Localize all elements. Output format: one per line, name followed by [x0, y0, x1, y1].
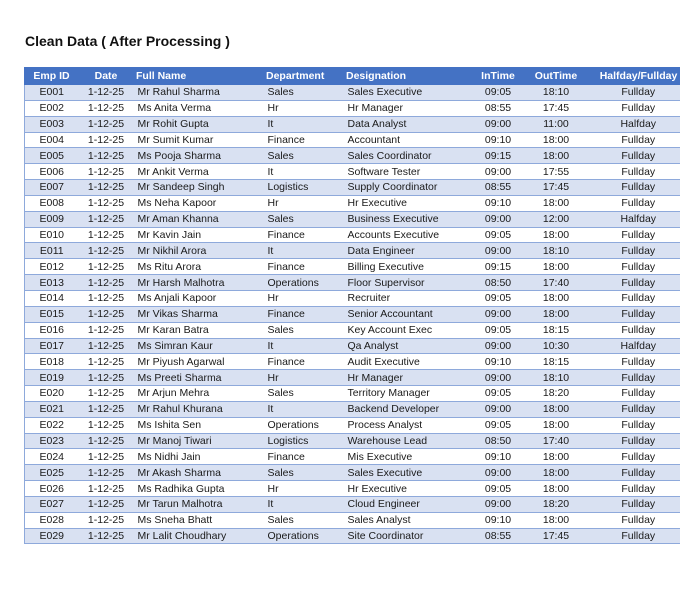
column-header-halfday-fullday: Halfday/Fullday	[588, 68, 680, 85]
cell-outtime: 17:55	[525, 164, 588, 180]
cell-full-name: Mr Rahul Khurana	[134, 401, 264, 417]
cell-designation: Hr Executive	[344, 481, 472, 497]
cell-outtime: 12:00	[525, 211, 588, 227]
cell-outtime: 10:30	[525, 338, 588, 354]
cell-intime: 09:05	[472, 417, 525, 433]
cell-designation: Territory Manager	[344, 386, 472, 402]
cell-halfday-fullday: Halfday	[588, 211, 680, 227]
cell-halfday-fullday: Fullday	[588, 306, 680, 322]
cell-full-name: Mr Kavin Jain	[134, 227, 264, 243]
cell-department: Finance	[264, 132, 344, 148]
cell-designation: Supply Coordinator	[344, 180, 472, 196]
cell-halfday-fullday: Fullday	[588, 180, 680, 196]
cell-intime: 09:00	[472, 496, 525, 512]
cell-full-name: Ms Neha Kapoor	[134, 195, 264, 211]
cell-date: 1-12-25	[79, 354, 134, 370]
cell-date: 1-12-25	[79, 370, 134, 386]
cell-full-name: Mr Nikhil Arora	[134, 243, 264, 259]
cell-department: It	[264, 116, 344, 132]
cell-date: 1-12-25	[79, 417, 134, 433]
table-row	[25, 180, 680, 196]
cell-outtime: 17:40	[525, 275, 588, 291]
cell-date: 1-12-25	[79, 275, 134, 291]
column-header-full-name: Full Name	[134, 68, 264, 85]
cell-outtime: 18:00	[525, 449, 588, 465]
cell-intime: 09:00	[472, 338, 525, 354]
cell-halfday-fullday: Fullday	[588, 275, 680, 291]
cell-emp-id: E009	[25, 211, 79, 227]
cell-full-name: Mr Rohit Gupta	[134, 116, 264, 132]
cell-date: 1-12-25	[79, 481, 134, 497]
cell-emp-id: E002	[25, 100, 79, 116]
cell-full-name: Ms Nidhi Jain	[134, 449, 264, 465]
cell-halfday-fullday: Halfday	[588, 116, 680, 132]
cell-date: 1-12-25	[79, 85, 134, 101]
cell-date: 1-12-25	[79, 512, 134, 528]
cell-date: 1-12-25	[79, 496, 134, 512]
cell-outtime: 18:00	[525, 512, 588, 528]
table-row	[25, 195, 680, 211]
cell-outtime: 11:00	[525, 116, 588, 132]
cell-halfday-fullday: Fullday	[588, 512, 680, 528]
cell-full-name: Ms Radhika Gupta	[134, 481, 264, 497]
cell-emp-id: E013	[25, 275, 79, 291]
cell-designation: Backend Developer	[344, 401, 472, 417]
cell-designation: Billing Executive	[344, 259, 472, 275]
table-row	[25, 386, 680, 402]
cell-date: 1-12-25	[79, 290, 134, 306]
cell-full-name: Ms Ishita Sen	[134, 417, 264, 433]
cell-full-name: Mr Tarun Malhotra	[134, 496, 264, 512]
clean-data-table	[24, 67, 680, 544]
cell-full-name: Ms Simran Kaur	[134, 338, 264, 354]
column-header-intime: InTime	[472, 68, 525, 85]
cell-emp-id: E022	[25, 417, 79, 433]
cell-date: 1-12-25	[79, 433, 134, 449]
cell-department: Finance	[264, 449, 344, 465]
cell-date: 1-12-25	[79, 259, 134, 275]
cell-full-name: Ms Anita Verma	[134, 100, 264, 116]
cell-emp-id: E006	[25, 164, 79, 180]
cell-date: 1-12-25	[79, 100, 134, 116]
table-row	[25, 496, 680, 512]
cell-outtime: 18:10	[525, 85, 588, 101]
cell-halfday-fullday: Fullday	[588, 148, 680, 164]
cell-outtime: 18:00	[525, 259, 588, 275]
cell-outtime: 18:00	[525, 132, 588, 148]
cell-department: Operations	[264, 417, 344, 433]
cell-intime: 08:55	[472, 528, 525, 544]
table-row	[25, 306, 680, 322]
cell-emp-id: E001	[25, 85, 79, 101]
cell-emp-id: E003	[25, 116, 79, 132]
cell-department: It	[264, 401, 344, 417]
cell-emp-id: E014	[25, 290, 79, 306]
cell-department: Sales	[264, 322, 344, 338]
cell-department: Finance	[264, 306, 344, 322]
cell-intime: 09:00	[472, 370, 525, 386]
table-row	[25, 259, 680, 275]
page-title: Clean Data ( After Processing )	[25, 33, 230, 49]
cell-intime: 08:55	[472, 100, 525, 116]
cell-outtime: 18:00	[525, 417, 588, 433]
cell-full-name: Mr Sandeep Singh	[134, 180, 264, 196]
cell-department: Sales	[264, 386, 344, 402]
cell-outtime: 18:20	[525, 496, 588, 512]
cell-emp-id: E020	[25, 386, 79, 402]
cell-designation: Hr Executive	[344, 195, 472, 211]
cell-intime: 09:05	[472, 322, 525, 338]
cell-halfday-fullday: Fullday	[588, 401, 680, 417]
table-row	[25, 148, 680, 164]
cell-halfday-fullday: Fullday	[588, 227, 680, 243]
cell-date: 1-12-25	[79, 211, 134, 227]
cell-date: 1-12-25	[79, 306, 134, 322]
table-row	[25, 211, 680, 227]
cell-department: Hr	[264, 370, 344, 386]
cell-date: 1-12-25	[79, 164, 134, 180]
table-row	[25, 243, 680, 259]
table-row	[25, 401, 680, 417]
cell-intime: 09:10	[472, 132, 525, 148]
cell-emp-id: E021	[25, 401, 79, 417]
cell-full-name: Ms Pooja Sharma	[134, 148, 264, 164]
cell-designation: Senior Accountant	[344, 306, 472, 322]
cell-department: It	[264, 496, 344, 512]
cell-intime: 09:00	[472, 401, 525, 417]
cell-halfday-fullday: Fullday	[588, 481, 680, 497]
cell-designation: Hr Manager	[344, 370, 472, 386]
cell-emp-id: E010	[25, 227, 79, 243]
cell-intime: 09:00	[472, 164, 525, 180]
cell-emp-id: E026	[25, 481, 79, 497]
cell-full-name: Ms Sneha Bhatt	[134, 512, 264, 528]
cell-department: It	[264, 164, 344, 180]
table-body	[25, 85, 680, 544]
cell-halfday-fullday: Fullday	[588, 243, 680, 259]
cell-department: Hr	[264, 195, 344, 211]
cell-department: Logistics	[264, 433, 344, 449]
cell-halfday-fullday: Fullday	[588, 290, 680, 306]
cell-intime: 09:10	[472, 354, 525, 370]
cell-full-name: Mr Aman Khanna	[134, 211, 264, 227]
cell-outtime: 18:00	[525, 465, 588, 481]
cell-emp-id: E015	[25, 306, 79, 322]
cell-emp-id: E008	[25, 195, 79, 211]
cell-intime: 08:55	[472, 180, 525, 196]
table-row	[25, 512, 680, 528]
cell-designation: Sales Coordinator	[344, 148, 472, 164]
cell-halfday-fullday: Fullday	[588, 100, 680, 116]
cell-halfday-fullday: Fullday	[588, 370, 680, 386]
cell-designation: Cloud Engineer	[344, 496, 472, 512]
table-header-row	[25, 68, 680, 85]
cell-designation: Accounts Executive	[344, 227, 472, 243]
cell-date: 1-12-25	[79, 449, 134, 465]
cell-date: 1-12-25	[79, 180, 134, 196]
cell-full-name: Mr Lalit Choudhary	[134, 528, 264, 544]
cell-designation: Process Analyst	[344, 417, 472, 433]
cell-intime: 09:00	[472, 306, 525, 322]
cell-designation: Sales Executive	[344, 465, 472, 481]
cell-halfday-fullday: Fullday	[588, 164, 680, 180]
column-header-date: Date	[79, 68, 134, 85]
cell-emp-id: E005	[25, 148, 79, 164]
cell-outtime: 18:00	[525, 227, 588, 243]
cell-halfday-fullday: Fullday	[588, 417, 680, 433]
cell-emp-id: E019	[25, 370, 79, 386]
cell-department: Hr	[264, 100, 344, 116]
cell-full-name: Mr Karan Batra	[134, 322, 264, 338]
cell-full-name: Mr Piyush Agarwal	[134, 354, 264, 370]
table-row	[25, 417, 680, 433]
cell-halfday-fullday: Fullday	[588, 449, 680, 465]
cell-full-name: Mr Vikas Sharma	[134, 306, 264, 322]
table-row	[25, 433, 680, 449]
cell-outtime: 17:45	[525, 528, 588, 544]
cell-outtime: 18:10	[525, 243, 588, 259]
table-row	[25, 338, 680, 354]
cell-intime: 09:00	[472, 465, 525, 481]
cell-intime: 09:10	[472, 449, 525, 465]
cell-intime: 09:15	[472, 259, 525, 275]
cell-intime: 09:05	[472, 290, 525, 306]
cell-designation: Mis Executive	[344, 449, 472, 465]
cell-outtime: 17:45	[525, 180, 588, 196]
cell-date: 1-12-25	[79, 195, 134, 211]
cell-date: 1-12-25	[79, 132, 134, 148]
cell-halfday-fullday: Fullday	[588, 528, 680, 544]
table-row	[25, 370, 680, 386]
cell-date: 1-12-25	[79, 338, 134, 354]
cell-date: 1-12-25	[79, 116, 134, 132]
cell-outtime: 17:40	[525, 433, 588, 449]
table-row	[25, 354, 680, 370]
cell-emp-id: E018	[25, 354, 79, 370]
cell-outtime: 17:45	[525, 100, 588, 116]
column-header-designation: Designation	[344, 68, 472, 85]
cell-full-name: Mr Manoj Tiwari	[134, 433, 264, 449]
cell-department: Finance	[264, 354, 344, 370]
cell-intime: 09:00	[472, 243, 525, 259]
cell-outtime: 18:20	[525, 386, 588, 402]
cell-intime: 08:50	[472, 433, 525, 449]
cell-designation: Sales Executive	[344, 85, 472, 101]
cell-date: 1-12-25	[79, 465, 134, 481]
cell-halfday-fullday: Fullday	[588, 465, 680, 481]
table-row	[25, 449, 680, 465]
cell-date: 1-12-25	[79, 528, 134, 544]
cell-designation: Qa Analyst	[344, 338, 472, 354]
table-row	[25, 322, 680, 338]
cell-department: Sales	[264, 465, 344, 481]
cell-department: Sales	[264, 211, 344, 227]
cell-designation: Key Account Exec	[344, 322, 472, 338]
table-row	[25, 100, 680, 116]
cell-full-name: Mr Ankit Verma	[134, 164, 264, 180]
cell-full-name: Mr Rahul Sharma	[134, 85, 264, 101]
cell-department: Sales	[264, 148, 344, 164]
cell-intime: 09:00	[472, 211, 525, 227]
table-row	[25, 164, 680, 180]
cell-date: 1-12-25	[79, 322, 134, 338]
cell-intime: 09:05	[472, 227, 525, 243]
cell-designation: Warehouse Lead	[344, 433, 472, 449]
cell-outtime: 18:00	[525, 481, 588, 497]
cell-emp-id: E023	[25, 433, 79, 449]
cell-date: 1-12-25	[79, 243, 134, 259]
cell-outtime: 18:10	[525, 370, 588, 386]
table-row	[25, 116, 680, 132]
cell-intime: 09:05	[472, 481, 525, 497]
cell-date: 1-12-25	[79, 227, 134, 243]
cell-emp-id: E016	[25, 322, 79, 338]
cell-department: Hr	[264, 481, 344, 497]
cell-emp-id: E011	[25, 243, 79, 259]
table-row	[25, 481, 680, 497]
cell-designation: Sales Analyst	[344, 512, 472, 528]
cell-intime: 09:05	[472, 85, 525, 101]
cell-emp-id: E012	[25, 259, 79, 275]
cell-outtime: 18:15	[525, 354, 588, 370]
cell-halfday-fullday: Fullday	[588, 195, 680, 211]
table-row	[25, 132, 680, 148]
cell-halfday-fullday: Fullday	[588, 386, 680, 402]
cell-designation: Hr Manager	[344, 100, 472, 116]
cell-full-name: Mr Akash Sharma	[134, 465, 264, 481]
cell-designation: Site Coordinator	[344, 528, 472, 544]
cell-intime: 09:10	[472, 195, 525, 211]
cell-intime: 08:50	[472, 275, 525, 291]
cell-intime: 09:10	[472, 512, 525, 528]
cell-date: 1-12-25	[79, 401, 134, 417]
cell-outtime: 18:00	[525, 290, 588, 306]
cell-department: Sales	[264, 512, 344, 528]
cell-outtime: 18:00	[525, 195, 588, 211]
cell-designation: Audit Executive	[344, 354, 472, 370]
table-row	[25, 227, 680, 243]
cell-halfday-fullday: Fullday	[588, 322, 680, 338]
cell-halfday-fullday: Halfday	[588, 338, 680, 354]
cell-emp-id: E029	[25, 528, 79, 544]
column-header-emp-id: Emp ID	[25, 68, 79, 85]
cell-department: Sales	[264, 85, 344, 101]
column-header-department: Department	[264, 68, 344, 85]
cell-department: It	[264, 243, 344, 259]
cell-designation: Business Executive	[344, 211, 472, 227]
table-row	[25, 528, 680, 544]
cell-outtime: 18:00	[525, 148, 588, 164]
cell-designation: Recruiter	[344, 290, 472, 306]
cell-emp-id: E024	[25, 449, 79, 465]
cell-designation: Floor Supervisor	[344, 275, 472, 291]
cell-emp-id: E004	[25, 132, 79, 148]
cell-halfday-fullday: Fullday	[588, 85, 680, 101]
cell-full-name: Ms Preeti Sharma	[134, 370, 264, 386]
cell-halfday-fullday: Fullday	[588, 354, 680, 370]
cell-full-name: Mr Harsh Malhotra	[134, 275, 264, 291]
cell-outtime: 18:00	[525, 401, 588, 417]
table-row	[25, 290, 680, 306]
cell-halfday-fullday: Fullday	[588, 132, 680, 148]
cell-full-name: Mr Arjun Mehra	[134, 386, 264, 402]
cell-outtime: 18:00	[525, 306, 588, 322]
table-row	[25, 85, 680, 101]
cell-department: Finance	[264, 227, 344, 243]
cell-designation: Data Analyst	[344, 116, 472, 132]
cell-emp-id: E027	[25, 496, 79, 512]
cell-date: 1-12-25	[79, 148, 134, 164]
cell-department: It	[264, 338, 344, 354]
cell-outtime: 18:15	[525, 322, 588, 338]
cell-full-name: Ms Anjali Kapoor	[134, 290, 264, 306]
cell-halfday-fullday: Fullday	[588, 496, 680, 512]
cell-intime: 09:15	[472, 148, 525, 164]
cell-full-name: Mr Sumit Kumar	[134, 132, 264, 148]
cell-designation: Software Tester	[344, 164, 472, 180]
cell-emp-id: E017	[25, 338, 79, 354]
cell-intime: 09:00	[472, 116, 525, 132]
cell-intime: 09:05	[472, 386, 525, 402]
cell-department: Operations	[264, 528, 344, 544]
cell-department: Operations	[264, 275, 344, 291]
cell-department: Finance	[264, 259, 344, 275]
cell-full-name: Ms Ritu Arora	[134, 259, 264, 275]
cell-department: Logistics	[264, 180, 344, 196]
column-header-outtime: OutTime	[525, 68, 588, 85]
cell-date: 1-12-25	[79, 386, 134, 402]
cell-emp-id: E028	[25, 512, 79, 528]
table-row	[25, 275, 680, 291]
cell-designation: Data Engineer	[344, 243, 472, 259]
cell-department: Hr	[264, 290, 344, 306]
table-row	[25, 465, 680, 481]
cell-halfday-fullday: Fullday	[588, 259, 680, 275]
cell-emp-id: E007	[25, 180, 79, 196]
cell-emp-id: E025	[25, 465, 79, 481]
cell-halfday-fullday: Fullday	[588, 433, 680, 449]
cell-designation: Accountant	[344, 132, 472, 148]
